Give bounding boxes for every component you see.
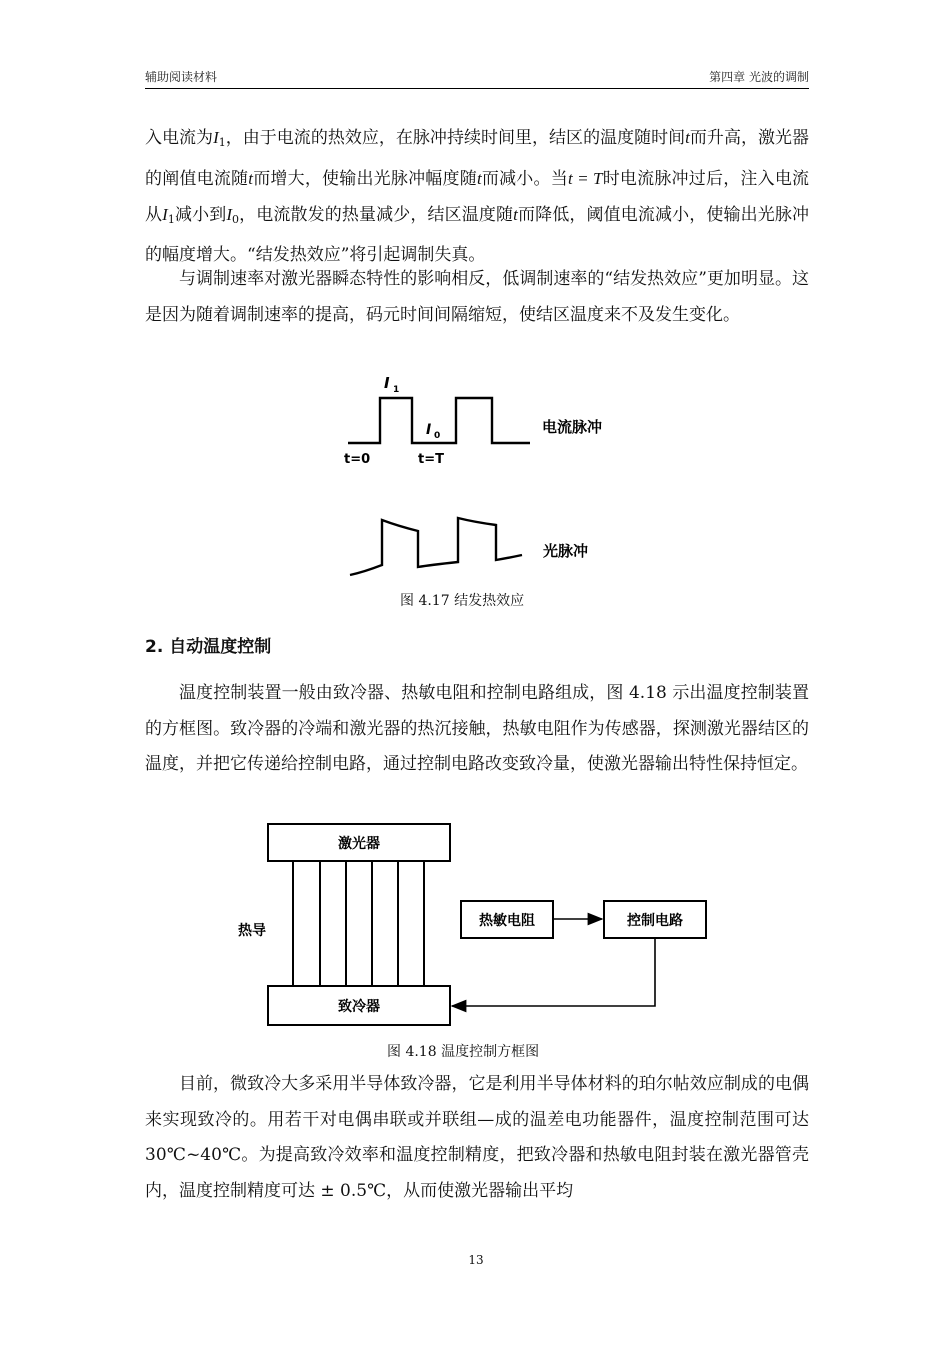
current-pulse-label: 电流脉冲 [542,418,603,436]
light-pulse-label: 光脉冲 [543,542,589,560]
paragraph-junction-heating: 入电流为$I_1$，由于电流的热效应，在脉冲持续时间里，结区的温度随时间t而升高，激光器的阐值电流随t而增大，使输出光脉冲幅度随t而减小。当t = T时电流脉冲过后，注入电流从$I_1$减小到$I_0$，电流散发的热量减少，结区温度随t而降低，阈值电流减小，使输出光脉冲的幅度增大。“结发热效应”将引起调制失真。 [145,128,810,265]
running-header-left: 辅助阅读材料 [145,70,218,84]
paragraph-semiconductor-cooler: 目前，微致冷大多采用半导体致冷器，它是利用半导体材料的珀尔帖效应制成的电偶来实现致冷的。用若干对电偶串联或并联组—成的温差电功能器件，温度控制范围可达 30℃~40℃。为提高致冷效率和温度控制精度，把致冷器和热敏电阻封装在激光器管壳内，温度控制精度可达 ± 0.5℃，从而使激光器输出平均 [145,1074,809,1201]
figure-4-18-caption: 图 4.18 温度控制方框图 [387,1044,540,1060]
paragraph-modulation-rate: 与调制速率对激光器瞬态特性的影响相反，低调制速率的“结发热效应”更加明显。这是因为随着调制速率的提高，码元时间间隔缩短，使结区温度来不及发生变化。 [145,269,809,325]
pulse-diagram [340,368,620,583]
heat-conduction-label: 热导 [238,923,266,939]
thermistor-label: 热敏电阻 [479,913,535,929]
laser-label: 激光器 [338,836,380,852]
figure-temp-control-block-diagram [230,818,730,1033]
running-header-right: 第四章 光波的调制 [709,70,809,84]
label-I0-subscript: 0 [434,431,441,441]
label-I1: I [384,374,390,392]
label-I1-subscript: 1 [393,385,400,395]
paragraph-temp-control-intro: 温度控制装置一般由致冷器、热敏电阻和控制电路组成，图 4.18 示出温度控制装置的方框图。致冷器的冷端和激光器的热沉接触，热敏电阻作为传感器，探测激光器结区的温度，并把它传递给控制电路，通过控制电路改变致冷量，使激光器输出特性保持恒定。 [145,683,809,774]
section-heading-auto-temp-control: 2. 自动温度控制 [145,637,272,657]
control-circuit-label: 控制电路 [627,913,683,929]
cooler-label: 致冷器 [338,999,380,1015]
figure-junction-heating-effect [340,368,620,583]
light-pulse-waveform [350,518,522,575]
header-divider [145,88,809,89]
figure-4-17-caption: 图 4.17 结发热效应 [400,593,525,609]
arrow-control-to-cooler [452,938,655,1006]
label-t-zero: t=0 [344,452,371,467]
label-t-equals-T: t=T [418,452,444,467]
page-number: 13 [468,1253,484,1267]
block-diagram [230,818,730,1033]
label-I0: I [426,422,432,438]
